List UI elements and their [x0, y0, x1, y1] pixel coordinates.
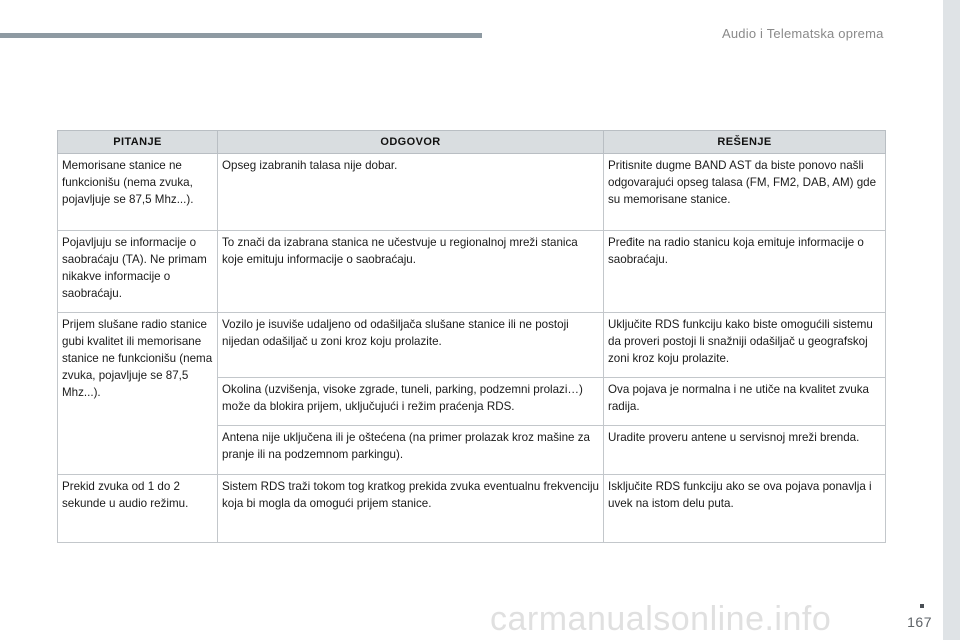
page-edge-strip	[943, 0, 960, 640]
solution-cell: Pritisnite dugme BAND AST da biste ponovo našli odgovarajući opseg talasa (FM, FM2, DAB, AM) gde su memorisane stanice.	[604, 154, 886, 231]
solution-cell: Uključite RDS funkciju kako biste omogućili sistemu da proveri postoji li snažniji odašiljač u geografskoj zoni kroz koju prolazite.	[604, 313, 886, 378]
table-row	[58, 154, 886, 231]
question-cell: Prijem slušane radio stanice gubi kvalitet ili memorisane stanice ne funkcionišu (nema zvuka, pojavljuje se 87,5 Mhz...).	[58, 313, 218, 475]
answer-cell: Okolina (uzvišenja, visoke zgrade, tuneli, parking, podzemni prolazi…) može da blokira prijem, uključujući i režim praćenja RDS.	[218, 378, 604, 426]
column-header-answer: ODGOVOR	[218, 131, 604, 154]
question-cell: Prekid zvuka od 1 do 2 sekunde u audio režimu.	[58, 475, 218, 543]
solution-cell: Ova pojava je normalna i ne utiče na kvalitet zvuka radija.	[604, 378, 886, 426]
answer-cell: To znači da izabrana stanica ne učestvuje u regionalnoj mreži stanica koje emituju informacije o saobraćaju.	[218, 231, 604, 313]
table-row	[58, 231, 886, 313]
column-header-question: PITANJE	[58, 131, 218, 154]
watermark: carmanualsonline.info	[490, 600, 832, 638]
solution-cell: Pređite na radio stanicu koja emituje informacije o saobraćaju.	[604, 231, 886, 313]
question-cell: Memorisane stanice ne funkcionišu (nema zvuka, pojavljuje se 87,5 Mhz...).	[58, 154, 218, 231]
solution-cell: Isključite RDS funkciju ako se ova pojava ponavlja i uvek na istom delu puta.	[604, 475, 886, 543]
table-row	[58, 313, 886, 378]
page-marker-dot	[920, 604, 924, 608]
table-row	[58, 475, 886, 543]
page-number: 167	[907, 614, 932, 630]
answer-cell: Sistem RDS traži tokom tog kratkog prekida zvuka eventualnu frekvenciju koja bi mogla da omogući prijem stanice.	[218, 475, 604, 543]
answer-cell: Antena nije uključena ili je oštećena (na primer prolazak kroz mašine za pranje ili na podzemnom parkingu).	[218, 426, 604, 475]
header-accent-bar	[0, 33, 482, 38]
column-header-solution: REŠENJE	[604, 131, 886, 154]
table-header-row	[58, 131, 886, 154]
solution-cell: Uradite proveru antene u servisnoj mreži brenda.	[604, 426, 886, 475]
section-title: Audio i Telematska oprema	[722, 26, 884, 41]
answer-cell: Vozilo je isuviše udaljeno od odašiljača slušane stanice ili ne postoji nijedan odašiljač u zoni kroz koju prolazite.	[218, 313, 604, 378]
answer-cell: Opseg izabranih talasa nije dobar.	[218, 154, 604, 231]
question-cell: Pojavljuju se informacije o saobraćaju (TA). Ne primam nikakve informacije o saobraćaju.	[58, 231, 218, 313]
troubleshooting-table	[57, 130, 886, 543]
